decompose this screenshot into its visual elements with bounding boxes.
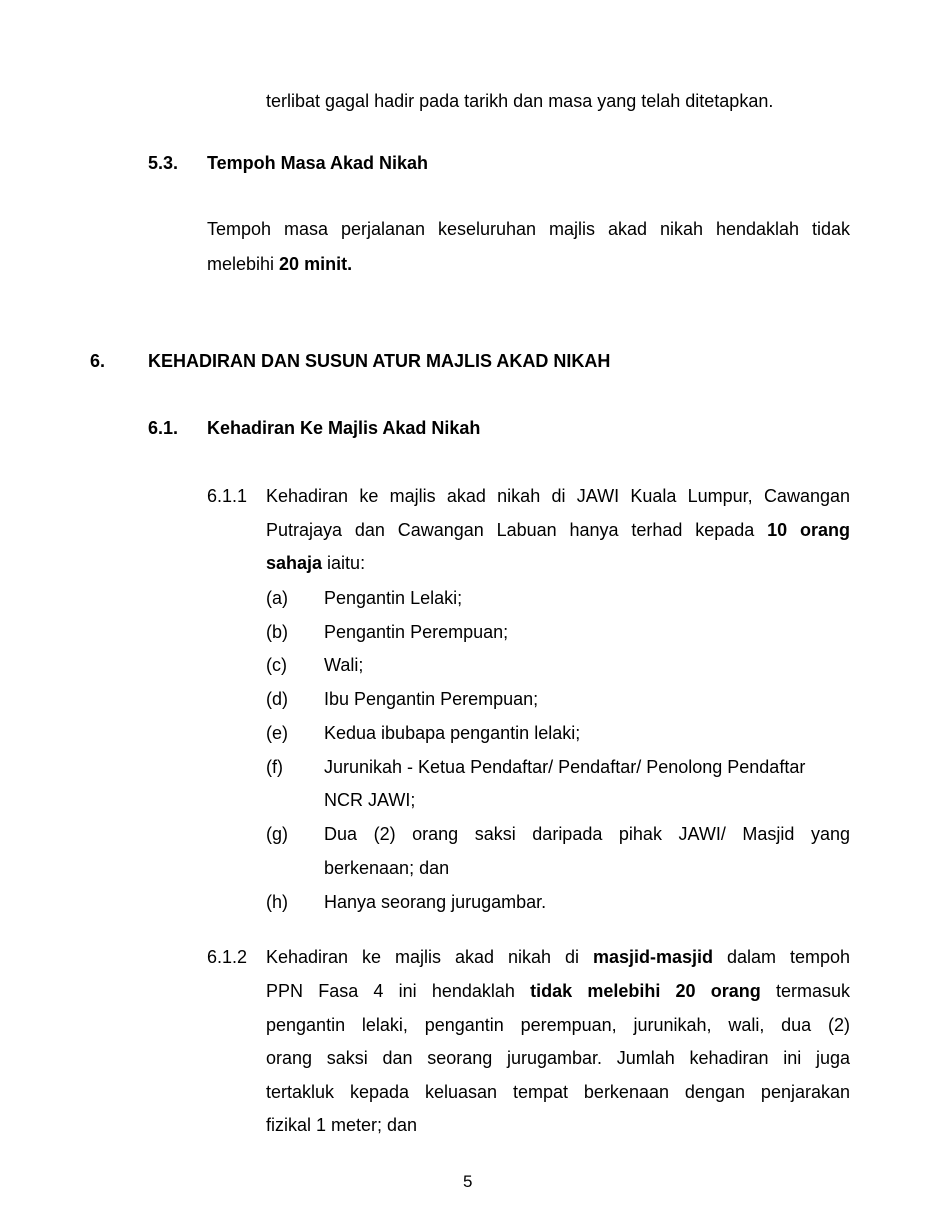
- list-item-label: (c): [266, 655, 287, 675]
- para-6-1-2-line-1-a: Kehadiran ke majlis akad nikah di: [266, 947, 593, 967]
- para-6-1-1-line-3-text: iaitu:: [322, 553, 366, 573]
- list-item-text: Pengantin Lelaki;: [324, 588, 463, 608]
- list-item-text: Dua (2) orang saksi daripada pihak JAWI/ Masjid yang: [324, 824, 850, 844]
- list-item-label: (a): [266, 588, 288, 608]
- para-6-1-1-line-2-text: Putrajaya dan Cawangan Labuan hanya terhad kepada: [266, 520, 768, 540]
- list-item-text: Pengantin Perempuan;: [324, 622, 509, 642]
- para-6-1-2-line-1: [266, 947, 850, 968]
- section-5-3-text: melebihi: [207, 254, 280, 274]
- para-6-1-1-number: 6.1.1: [207, 486, 248, 506]
- limit-20-people: tidak melebihi 20 orang: [530, 981, 761, 1001]
- para-6-1-1-line-1: Kehadiran ke majlis akad nikah di JAWI Kuala Lumpur, Cawangan: [266, 486, 850, 506]
- para-6-1-1-line-3: [266, 553, 365, 574]
- section-5-3-line-1: Tempoh masa perjalanan keseluruhan majlis akad nikah hendaklah tidak: [207, 219, 850, 239]
- section-5-3-number: 5.3.: [148, 153, 179, 173]
- para-6-1-2-line-4: orang saksi dan seorang jurugambar. Jumlah kehadiran ini juga: [266, 1048, 850, 1068]
- list-item-text: Hanya seorang jurugambar.: [324, 892, 547, 912]
- limit-10-people: 10 orang: [767, 520, 850, 540]
- section-6-number: 6.: [90, 351, 106, 371]
- masjid-bold: masjid-masjid: [592, 947, 713, 967]
- para-6-1-2-line-1-c: dalam tempoh: [713, 947, 850, 967]
- continuation-text: terlibat gagal hadir pada tarikh dan masa yang telah ditetapkan.: [266, 91, 774, 111]
- section-5-3-title: Tempoh Masa Akad Nikah: [207, 153, 429, 173]
- para-6-1-2-line-2-a: PPN Fasa 4 ini hendaklah: [266, 981, 531, 1001]
- list-item-label: (d): [266, 689, 288, 709]
- sahaja-bold: sahaja: [266, 553, 323, 573]
- para-6-1-2-line-2: [266, 981, 850, 1002]
- section-6-1-title: Kehadiran Ke Majlis Akad Nikah: [207, 418, 481, 438]
- list-item-label: (e): [266, 723, 288, 743]
- list-item-text: Jurunikah - Ketua Pendaftar/ Pendaftar/ Penolong Pendaftar: [324, 757, 806, 777]
- section-6-1-number: 6.1.: [148, 418, 179, 438]
- list-item-text: Kedua ibubapa pengantin lelaki;: [324, 723, 581, 743]
- list-item-label: (h): [266, 892, 288, 912]
- para-6-1-2-number: 6.1.2: [207, 947, 248, 967]
- section-6-title: KEHADIRAN DAN SUSUN ATUR MAJLIS AKAD NIKAH: [148, 351, 611, 371]
- para-6-1-2-line-6: fizikal 1 meter; dan: [266, 1115, 418, 1135]
- list-item-text: Wali;: [324, 655, 364, 675]
- section-5-3-line-2: [207, 254, 352, 275]
- page-number: 5: [463, 1172, 473, 1191]
- para-6-1-2-line-2-c: termasuk: [760, 981, 850, 1001]
- list-item-label: (b): [266, 622, 288, 642]
- duration-value: 20 minit.: [279, 254, 353, 274]
- list-item-text-cont: berkenaan; dan: [324, 858, 450, 878]
- para-6-1-2-line-5: tertakluk kepada keluasan tempat berkenaan dengan penjarakan: [266, 1082, 850, 1102]
- list-item-text: Ibu Pengantin Perempuan;: [324, 689, 539, 709]
- para-6-1-1-line-2: [266, 520, 850, 541]
- list-item-text-cont: NCR JAWI;: [324, 790, 416, 810]
- list-item-label: (g): [266, 824, 288, 844]
- para-6-1-2-line-3: pengantin lelaki, pengantin perempuan, jurunikah, wali, dua (2): [266, 1015, 850, 1035]
- list-item-label: (f): [266, 757, 283, 777]
